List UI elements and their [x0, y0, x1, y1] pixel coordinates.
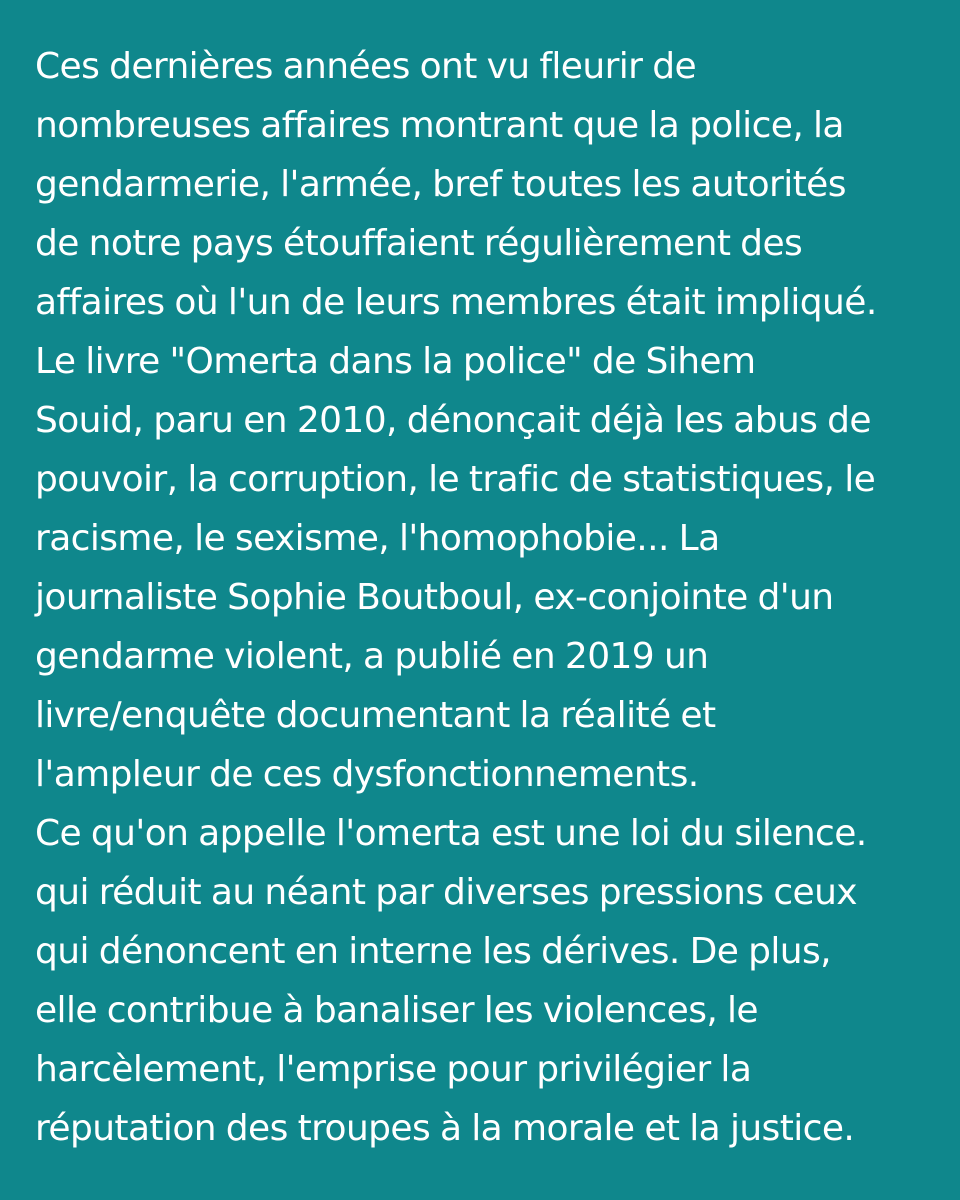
text-line: Le livre "Omerta dans la police" de Sihem [35, 341, 756, 382]
paragraph-omerta-context [35, 37, 940, 804]
text-line: nombreuses affaires montrant que la police, la [35, 105, 844, 146]
text-line: elle contribue à banaliser les violences, le [35, 990, 758, 1031]
text-line: affaires où l'un de leurs membres était impliqué. [35, 282, 877, 323]
text-line: qui dénoncent en interne les dérives. De plus, [35, 931, 831, 972]
text-line: Souid, paru en 2010, dénonçait déjà les abus de [35, 400, 871, 441]
text-line: Ce qu'on appelle l'omerta est une loi du silence. [35, 813, 867, 854]
text-line: l'ampleur de ces dysfonctionnements. [35, 754, 699, 795]
text-line: livre/enquête documentant la réalité et [35, 695, 716, 736]
text-line: gendarme violent, a publié en 2019 un [35, 636, 709, 677]
text-line: de notre pays étouffaient régulièrement des [35, 223, 803, 264]
text-line: pouvoir, la corruption, le trafic de statistiques, le [35, 459, 876, 500]
text-line: harcèlement, l'emprise pour privilégier la [35, 1049, 752, 1090]
paragraph-omerta-definition [35, 804, 940, 1158]
text-line: réputation des troupes à la morale et la justice. [35, 1108, 855, 1149]
text-line: racisme, le sexisme, l'homophobie... La [35, 518, 720, 559]
text-line: gendarmerie, l'armée, bref toutes les autorités [35, 164, 846, 205]
text-line: journaliste Sophie Boutboul, ex-conjointe d'un [35, 577, 834, 618]
text-line: Ces dernières années ont vu fleurir de [35, 46, 697, 87]
text-line: qui réduit au néant par diverses pressions ceux [35, 872, 858, 913]
